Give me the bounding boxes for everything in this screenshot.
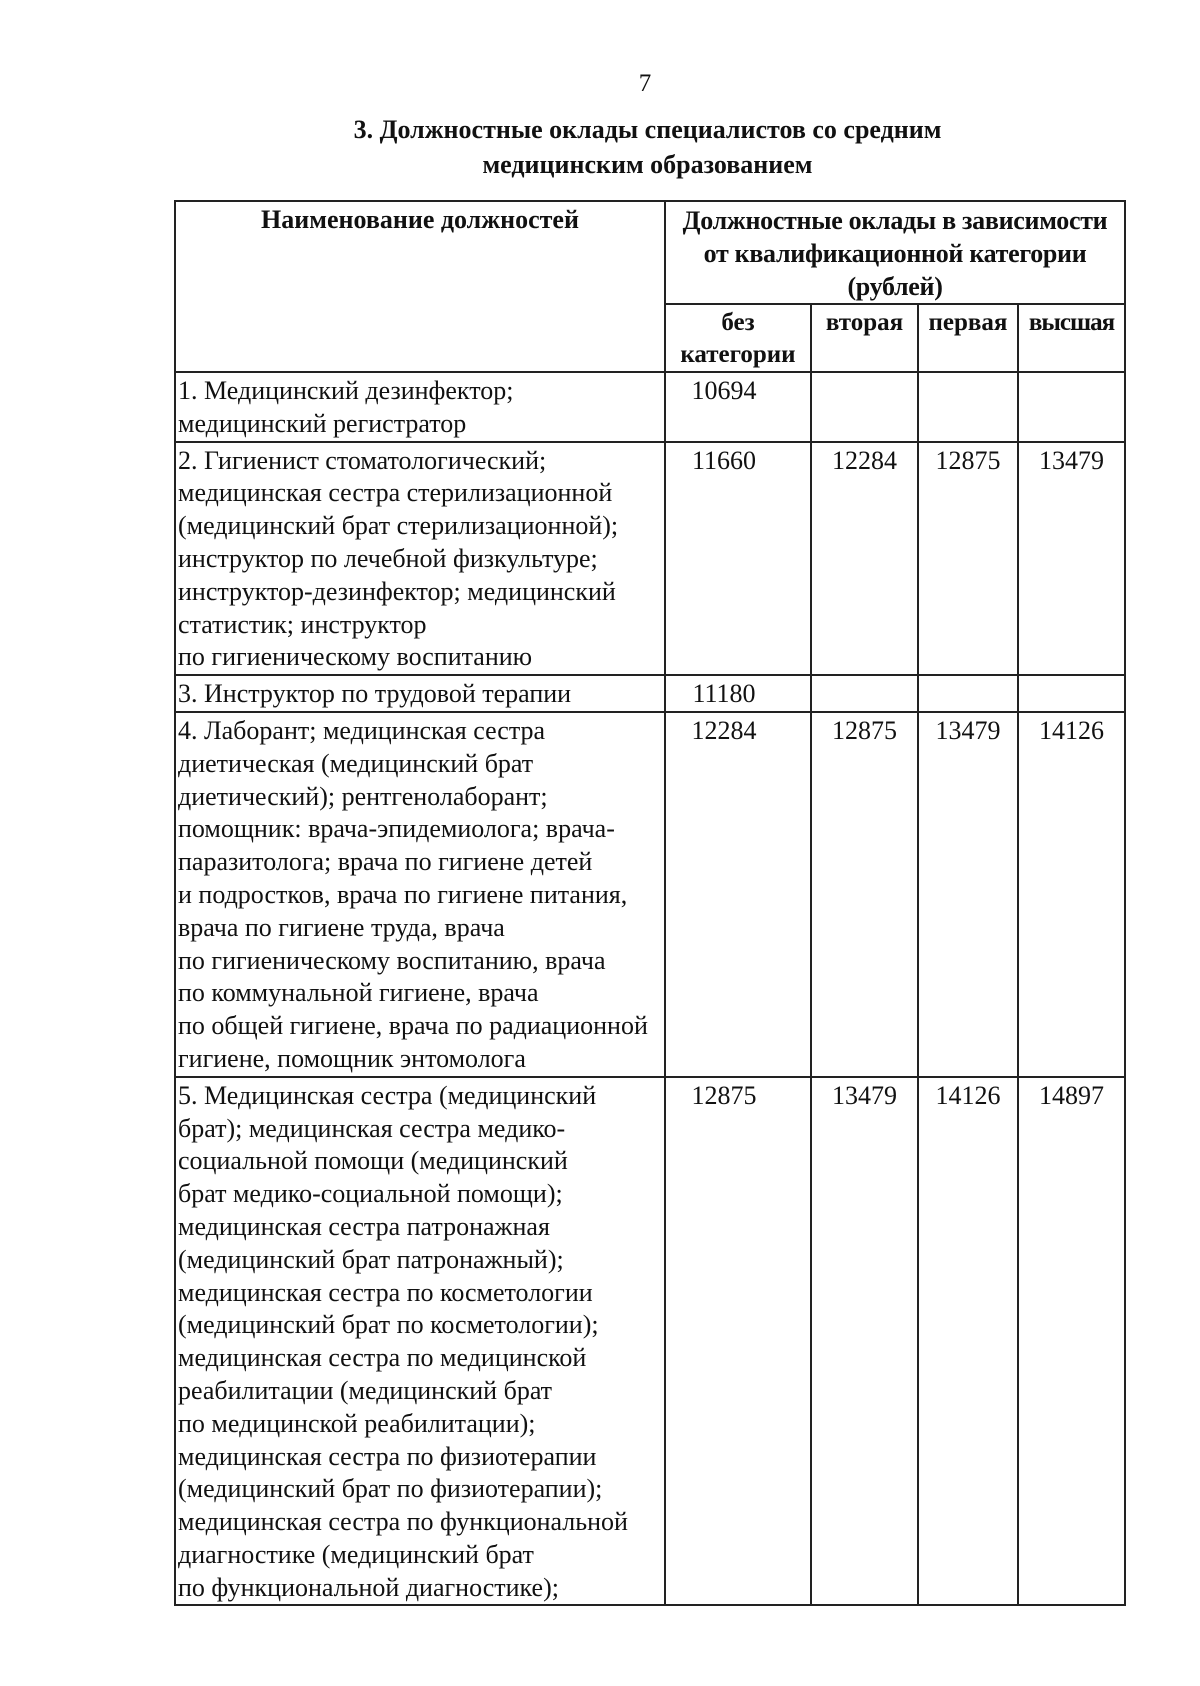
position-name-line: медицинская сестра по физиотерапии: [178, 1441, 597, 1471]
salary-first-cell: [918, 675, 1018, 712]
position-name-line: и подростков, врача по гигиене питания,: [178, 879, 628, 909]
position-name-line: 3. Инструктор по трудовой терапии: [178, 679, 572, 709]
position-name-line: по гигиеническому воспитанию: [178, 642, 533, 672]
position-name-line: (медицинский брат по физиотерапии);: [178, 1474, 603, 1504]
position-name-line: инструктор по лечебной физкультуре;: [178, 543, 598, 573]
salary-first-cell: 14126: [918, 1077, 1018, 1606]
position-name-line: врача по гигиене труда, врача: [178, 912, 505, 942]
salary-first-cell: 13479: [918, 712, 1018, 1077]
salary-none-cell: 11660: [665, 442, 811, 676]
salary-table: [174, 200, 1126, 1606]
position-name-line: по функциональной диагностике);: [178, 1572, 559, 1602]
position-name-cell: [175, 1077, 665, 1606]
header-salary-group-line: Должностные оклады в зависимости: [682, 206, 1108, 235]
table-body: [175, 372, 1125, 1605]
section-title-line: 3. Должностные оклады специалистов со средним: [353, 115, 942, 144]
table-row: [175, 442, 1125, 676]
position-name-line: по коммунальной гигиене, врача: [178, 978, 539, 1008]
position-name-cell: [175, 372, 665, 442]
position-name-line: медицинская сестра стерилизационной: [178, 478, 613, 508]
position-name-line: по общей гигиене, врача по радиационной: [178, 1011, 648, 1041]
salary-second-cell: 12875: [811, 712, 918, 1077]
salary-first-cell: 12875: [918, 442, 1018, 676]
salary-second-cell: [811, 372, 918, 442]
position-name-line: по медицинской реабилитации);: [178, 1408, 536, 1438]
position-name-line: 4. Лаборант; медицинская сестра: [178, 715, 546, 745]
position-name-line: 2. Гигиенист стоматологический;: [178, 445, 547, 475]
position-name-cell: [175, 712, 665, 1077]
table-row: [175, 712, 1125, 1077]
position-name-line: статистик; инструктор: [178, 609, 427, 639]
position-name-line: диетическая (медицинский брат: [178, 748, 534, 778]
table-row: [175, 1077, 1125, 1606]
header-category-none: без категории: [665, 304, 811, 372]
salary-none-cell: 11180: [665, 675, 811, 712]
position-name-line: диагностике (медицинский брат: [178, 1539, 534, 1569]
position-name-line: брат медико-социальной помощи);: [178, 1179, 563, 1209]
header-salary-group-line: (рублей): [847, 272, 943, 301]
salary-first-cell: [918, 372, 1018, 442]
table-header-row: [175, 201, 1125, 304]
position-name-line: медицинская сестра по функциональной: [178, 1507, 628, 1537]
position-name-line: (медицинский брат по косметологии);: [178, 1310, 599, 1340]
position-name-cell: [175, 675, 665, 712]
header-category-second: вторая: [811, 304, 918, 372]
salary-second-cell: [811, 675, 918, 712]
position-name-line: медицинская сестра по косметологии: [178, 1277, 593, 1307]
position-name-line: медицинский регистратор: [178, 408, 467, 438]
position-name-line: 5. Медицинская сестра (медицинский: [178, 1080, 597, 1110]
header-category-first: первая: [918, 304, 1018, 372]
salary-highest-cell: 14897: [1018, 1077, 1125, 1606]
position-name-line: гигиене, помощник энтомолога: [178, 1043, 526, 1073]
position-name-line: медицинская сестра по медицинской: [178, 1343, 587, 1373]
header-salary-group: [665, 201, 1125, 304]
position-name-line: (медицинский брат патронажный);: [178, 1244, 564, 1274]
page-number: 7: [638, 70, 652, 97]
position-name-line: брат); медицинская сестра медико-: [178, 1113, 566, 1143]
position-name-line: помощник: врача-эпидемиолога; врача-: [178, 814, 615, 844]
salary-none-cell: 12875: [665, 1077, 811, 1606]
position-name-line: (медицинский брат стерилизационной);: [178, 511, 619, 541]
header-salary-group-line: от квалификационной категории: [703, 239, 1087, 268]
position-name-line: паразитолога; врача по гигиене детей: [178, 847, 593, 877]
header-position-name: Наименование должностей: [175, 201, 665, 372]
position-name-cell: [175, 442, 665, 676]
position-name-line: 1. Медицинский дезинфектор;: [178, 376, 514, 405]
salary-none-cell: 12284: [665, 712, 811, 1077]
header-category-highest: высшая: [1018, 304, 1125, 372]
position-name-line: медицинская сестра патронажная: [178, 1211, 550, 1241]
table-row: [175, 372, 1125, 442]
position-name-line: диетический); рентгенолаборант;: [178, 781, 548, 811]
salary-second-cell: 12284: [811, 442, 918, 676]
position-name-line: реабилитации (медицинский брат: [178, 1375, 553, 1405]
position-name-line: инструктор-дезинфектор; медицинский: [178, 576, 616, 606]
salary-second-cell: 13479: [811, 1077, 918, 1606]
position-name-line: по гигиеническому воспитанию, врача: [178, 945, 606, 975]
section-title: [200, 112, 1095, 182]
salary-highest-cell: 13479: [1018, 442, 1125, 676]
section-title-line: медицинским образованием: [482, 150, 813, 179]
salary-highest-cell: [1018, 675, 1125, 712]
salary-highest-cell: [1018, 372, 1125, 442]
table-row: [175, 675, 1125, 712]
salary-highest-cell: 14126: [1018, 712, 1125, 1077]
position-name-line: социальной помощи (медицинский: [178, 1146, 568, 1176]
salary-none-cell: 10694: [665, 372, 811, 442]
